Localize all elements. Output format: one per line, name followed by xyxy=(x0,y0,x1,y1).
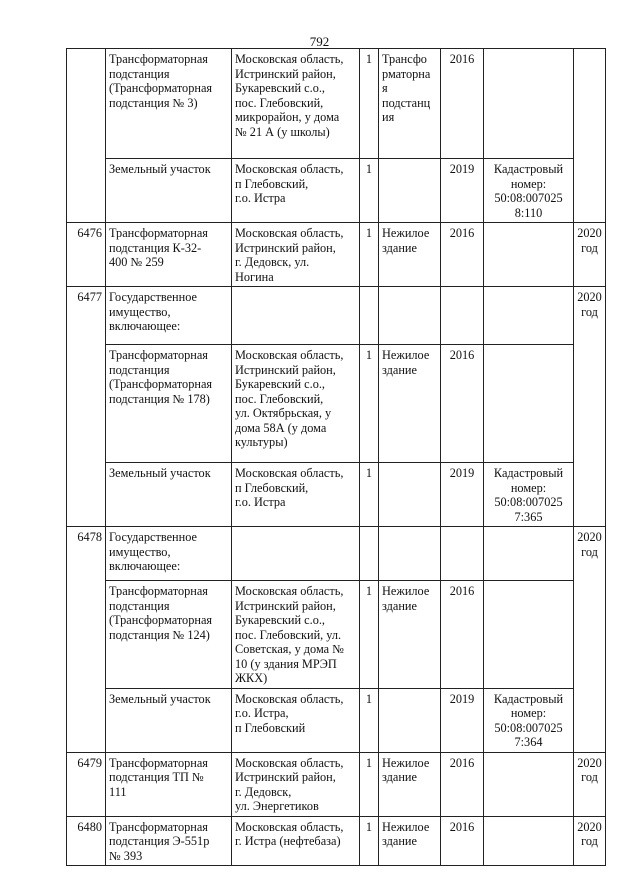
table-row xyxy=(67,816,606,866)
object-name: Государственное имущество, включающее: xyxy=(109,290,197,333)
object-year-cell xyxy=(441,159,484,223)
object-address: Московская область, г.о. Истра, п Глебовский xyxy=(235,691,344,735)
object-address: Московская область, п Глебовский, г.о. Истра xyxy=(235,466,344,509)
table-row xyxy=(67,463,606,527)
row-number-cell xyxy=(67,223,106,287)
object-quantity: 1 xyxy=(365,348,373,362)
object-name: Трансформаторная подстанция (Трансформаторная подстанция № 178) xyxy=(109,348,213,406)
object-address-cell xyxy=(232,49,360,159)
object-quantity-cell xyxy=(360,581,379,689)
row-number-cell xyxy=(67,159,106,223)
object-name: Трансформаторная подстанция (Трансформаторная подстанция № 124) xyxy=(109,584,213,642)
object-year: 2016 xyxy=(449,584,475,598)
object-quantity-cell xyxy=(360,223,379,287)
object-name: Трансформаторная подстанция Э-551р № 393 xyxy=(109,819,210,863)
object-quantity: 1 xyxy=(365,226,373,240)
transfer-date: 2020 год xyxy=(577,290,602,319)
object-year: 2016 xyxy=(449,819,475,834)
object-name-cell xyxy=(106,287,232,345)
table-row xyxy=(67,223,606,287)
row-number-cell xyxy=(67,527,106,581)
object-year-cell xyxy=(441,752,484,816)
object-name: Земельный участок xyxy=(109,691,211,706)
transfer-date-cell xyxy=(574,581,606,689)
transfer-date-cell xyxy=(574,688,606,752)
object-year: 2016 xyxy=(449,755,475,770)
object-quantity: 1 xyxy=(365,52,373,66)
object-year: 2016 xyxy=(449,52,475,66)
object-year-cell xyxy=(441,49,484,159)
object-purpose-cell xyxy=(379,527,441,581)
transfer-date-cell xyxy=(574,159,606,223)
object-name: Земельный участок xyxy=(109,466,211,480)
object-name: Трансформаторная подстанция (Трансформаторная подстанция № 3) xyxy=(109,52,213,110)
table-row xyxy=(67,49,606,159)
object-quantity-cell xyxy=(360,287,379,345)
transfer-date-cell xyxy=(574,345,606,463)
object-address-cell xyxy=(232,287,360,345)
row-number-cell xyxy=(67,287,106,345)
transfer-date-cell xyxy=(574,527,606,581)
cadastral-number-cell xyxy=(484,816,574,866)
cadastral-number-cell xyxy=(484,159,574,223)
object-name: Трансформаторная подстанция К-32- 400 № 259 xyxy=(109,226,208,269)
object-quantity: 1 xyxy=(365,162,373,176)
row-number: 6476 xyxy=(77,226,102,240)
object-name: Трансформаторная подстанция ТП № 111 xyxy=(109,755,208,799)
object-purpose: Нежилое здание xyxy=(382,226,430,255)
row-number-cell xyxy=(67,49,106,159)
object-address-cell xyxy=(232,752,360,816)
table-row xyxy=(67,581,606,689)
object-quantity: 1 xyxy=(365,584,373,598)
object-purpose-cell xyxy=(379,345,441,463)
cadastral-number-cell xyxy=(484,752,574,816)
transfer-date-cell xyxy=(574,49,606,159)
object-purpose-cell xyxy=(379,49,441,159)
object-address: Московская область, Истринский район, г. Дедовск, ул. Ногина xyxy=(235,226,344,284)
object-purpose-cell xyxy=(379,223,441,287)
table-row xyxy=(67,287,606,345)
object-address: Московская область, г. Истра (нефтебаза) xyxy=(235,819,344,848)
transfer-date-cell xyxy=(574,287,606,345)
cadastral-number-cell xyxy=(484,527,574,581)
object-address: Московская область, Истринский район, Букаревский с.о., пос. Глебовский, микрорайон, у дома № 21 А (у школы) xyxy=(235,52,344,139)
object-year-cell xyxy=(441,816,484,866)
object-address: Московская область, Истринский район, г. Дедовск, ул. Энергетиков xyxy=(235,755,344,813)
transfer-date-cell xyxy=(574,463,606,527)
object-quantity-cell xyxy=(360,49,379,159)
object-quantity-cell xyxy=(360,816,379,866)
registry-body xyxy=(67,49,606,866)
object-quantity-cell xyxy=(360,527,379,581)
object-year: 2019 xyxy=(449,466,475,480)
object-name-cell xyxy=(106,49,232,159)
transfer-date: 2020 год xyxy=(577,755,602,784)
object-year-cell xyxy=(441,223,484,287)
object-year: 2016 xyxy=(449,348,475,362)
object-name-cell xyxy=(106,159,232,223)
row-number: 6478 xyxy=(77,530,102,544)
cadastral-number: Кадастровый номер: 50:08:007025 7:365 xyxy=(493,466,564,524)
object-address: Московская область, п Глебовский, г.о. Истра xyxy=(235,162,344,205)
object-quantity-cell xyxy=(360,463,379,527)
object-address-cell xyxy=(232,688,360,752)
object-address-cell xyxy=(232,159,360,223)
table-row xyxy=(67,159,606,223)
object-year-cell xyxy=(441,581,484,689)
object-purpose-cell xyxy=(379,752,441,816)
object-quantity-cell xyxy=(360,688,379,752)
row-number-cell xyxy=(67,345,106,463)
object-purpose-cell xyxy=(379,287,441,345)
object-purpose: Нежилое здание xyxy=(382,819,430,848)
table-row xyxy=(67,688,606,752)
cadastral-number-cell xyxy=(484,223,574,287)
cadastral-number-cell xyxy=(484,581,574,689)
object-name-cell xyxy=(106,688,232,752)
table-row xyxy=(67,527,606,581)
object-name-cell xyxy=(106,581,232,689)
transfer-date-cell xyxy=(574,816,606,866)
object-quantity: 1 xyxy=(365,466,373,480)
cadastral-number-cell xyxy=(484,345,574,463)
object-quantity: 1 xyxy=(365,691,373,706)
object-address-cell xyxy=(232,527,360,581)
object-address-cell xyxy=(232,581,360,689)
property-registry-table xyxy=(66,48,606,866)
cadastral-number-cell xyxy=(484,688,574,752)
table-row xyxy=(67,345,606,463)
object-name-cell xyxy=(106,345,232,463)
object-name: Земельный участок xyxy=(109,162,211,176)
object-name-cell xyxy=(106,816,232,866)
object-purpose-cell xyxy=(379,159,441,223)
row-number-cell xyxy=(67,816,106,866)
object-purpose: Нежилое здание xyxy=(382,755,430,784)
object-quantity: 1 xyxy=(365,755,373,770)
object-year: 2016 xyxy=(449,226,475,240)
object-year-cell xyxy=(441,287,484,345)
object-year-cell xyxy=(441,463,484,527)
object-year-cell xyxy=(441,688,484,752)
row-number-cell xyxy=(67,752,106,816)
object-quantity: 1 xyxy=(365,819,373,834)
transfer-date: 2020 год xyxy=(577,226,602,255)
cadastral-number-cell xyxy=(484,287,574,345)
object-purpose-cell xyxy=(379,816,441,866)
object-year-cell xyxy=(441,345,484,463)
object-year: 2019 xyxy=(449,691,475,706)
row-number-cell xyxy=(67,581,106,689)
object-quantity-cell xyxy=(360,159,379,223)
row-number: 6479 xyxy=(77,755,102,770)
transfer-date-cell xyxy=(574,752,606,816)
cadastral-number-cell xyxy=(484,463,574,527)
object-year: 2019 xyxy=(449,162,475,176)
row-number: 6480 xyxy=(77,819,102,834)
transfer-date: 2020 год xyxy=(577,530,602,559)
object-year-cell xyxy=(441,527,484,581)
row-number: 6477 xyxy=(77,290,102,304)
object-quantity-cell xyxy=(360,752,379,816)
cadastral-number: Кадастровый номер: 50:08:007025 7:364 xyxy=(493,691,564,749)
object-address-cell xyxy=(232,816,360,866)
object-purpose: Трансфо рматорна я подстанц ия xyxy=(382,52,431,124)
object-name-cell xyxy=(106,527,232,581)
cadastral-number-cell xyxy=(484,49,574,159)
object-name-cell xyxy=(106,463,232,527)
cadastral-number: Кадастровый номер: 50:08:007025 8:110 xyxy=(493,162,564,220)
object-address-cell xyxy=(232,345,360,463)
object-purpose: Нежилое здание xyxy=(382,348,430,377)
table-row xyxy=(67,752,606,816)
object-purpose-cell xyxy=(379,688,441,752)
row-number-cell xyxy=(67,463,106,527)
object-address: Московская область, Истринский район, Букаревский с.о., пос. Глебовский, ул. Октябрьская, у дома 58А (у дома культуры) xyxy=(235,348,344,449)
object-name-cell xyxy=(106,752,232,816)
row-number-cell xyxy=(67,688,106,752)
object-name-cell xyxy=(106,223,232,287)
object-address-cell xyxy=(232,463,360,527)
transfer-date-cell xyxy=(574,223,606,287)
object-quantity-cell xyxy=(360,345,379,463)
page-number: 792 xyxy=(309,34,330,49)
object-purpose: Нежилое здание xyxy=(382,584,430,613)
object-address: Московская область, Истринский район, Букаревский с.о., пос. Глебовский, ул. Советская, у дома № 10 (у здания МРЭП ЖКХ) xyxy=(235,584,344,685)
transfer-date: 2020 год xyxy=(577,819,602,848)
object-purpose-cell xyxy=(379,581,441,689)
object-address-cell xyxy=(232,223,360,287)
object-purpose-cell xyxy=(379,463,441,527)
object-name: Государственное имущество, включающее: xyxy=(109,530,197,573)
